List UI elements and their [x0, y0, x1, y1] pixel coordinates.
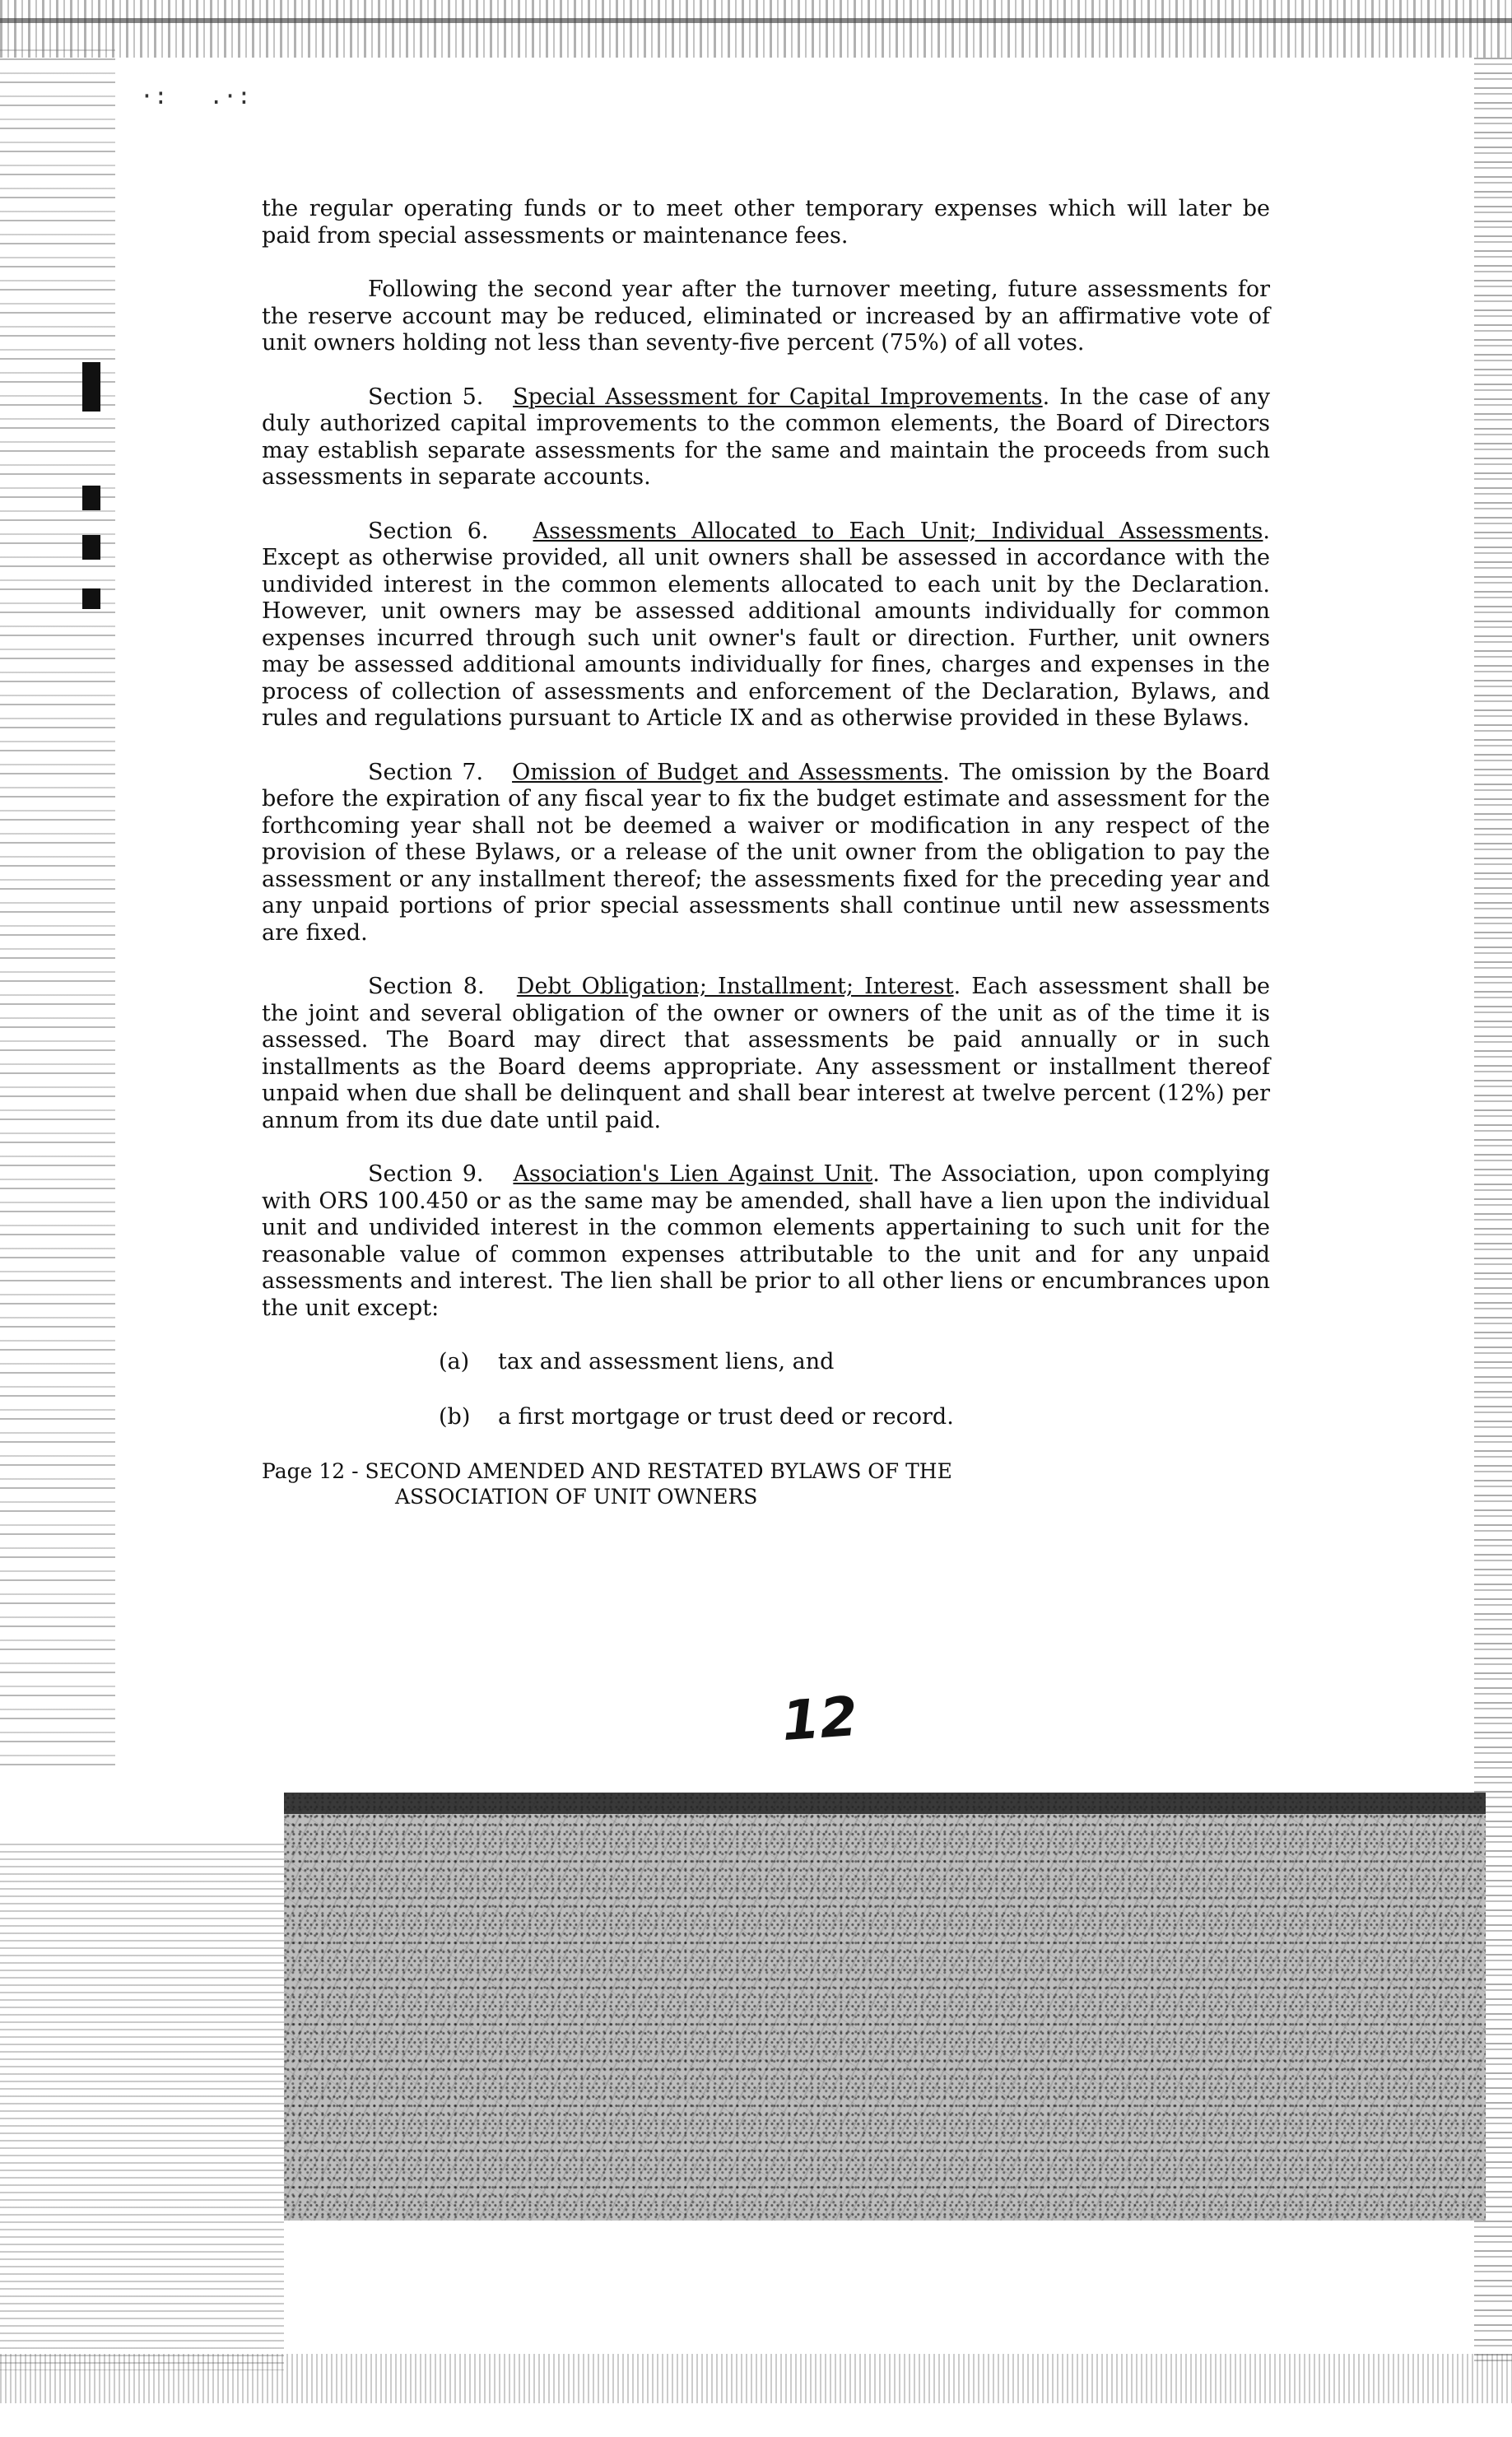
- list-item-b: [262, 1404, 1270, 1431]
- section-label: Section 9.: [368, 1161, 484, 1187]
- scan-noise-top: [0, 0, 1512, 58]
- scan-noise-footer: [0, 2354, 1512, 2403]
- section-label: Section 8.: [368, 974, 485, 999]
- scan-block-left-2: [82, 486, 100, 510]
- section-8: [262, 974, 1270, 1134]
- section-5: [262, 384, 1270, 491]
- list-label: (a): [439, 1349, 470, 1374]
- paragraph-reserve-assessments: Following the second year after the turnover meeting, future assessments for the reserve account may be reduced, eliminated or increased by an affirmative vote of unit owners holding not less than seventy-five percent (75%) of all votes.: [262, 277, 1270, 356]
- section-heading: Debt Obligation; Installment; Interest: [516, 974, 954, 999]
- scan-specks: ·: .·:: [140, 82, 251, 109]
- section-body: . In the case of any duly authorized capital improvements to the common elements, the Board of Directors may establish separate assessments for the same and maintain the proceeds from such assessments in separate accounts.: [262, 384, 1271, 490]
- scan-line-top: [0, 18, 1512, 23]
- section-9: [262, 1161, 1270, 1322]
- scan-band-bottom: [284, 1793, 1486, 1814]
- scan-noise-bottom: [284, 1793, 1486, 2221]
- scan-block-left-1: [82, 362, 100, 412]
- section-body: . Each assessment shall be the joint and several obligation of the owner or owners of the unit as of the time it is assessed. The Board may direct that assessments be paid annually or in such installments as the Board deems appropriate. Any assessment or installment thereof unpaid when due shall be delinquent and shall bear interest at twelve percent (12%) per annum from its due date until paid.: [262, 974, 1271, 1133]
- section-7: [262, 760, 1270, 947]
- list-text: tax and assessment liens, and: [498, 1349, 835, 1374]
- footer-line-2: ASSOCIATION OF UNIT OWNERS: [395, 1485, 758, 1509]
- footer-line-1: Page 12 - SECOND AMENDED AND RESTATED BYLAWS OF THE: [262, 1459, 952, 1483]
- scan-noise-bottom-left: [0, 1844, 284, 2370]
- section-heading: Omission of Budget and Assessments: [512, 759, 943, 785]
- section-heading: Assessments Allocated to Each Unit; Individual Assessments: [533, 518, 1263, 544]
- list-label: (b): [439, 1403, 471, 1430]
- paragraph-continuation: the regular operating funds or to meet other temporary expenses which will later be paid from special assessments or maintenance fees.: [262, 196, 1270, 249]
- page-footer: [262, 1458, 1270, 1509]
- list-text: a first mortgage or trust deed or record.: [498, 1403, 954, 1430]
- section-label: Section 5.: [368, 384, 484, 410]
- section-body: . The omission by the Board before the expiration of any fiscal year to fix the budget estimate and assessment for the forthcoming year shall not be deemed a waiver or modification in any respect of the provision of these Bylaws, or a release of the unit owner from the obligation to pay the assessment or any installment thereof; the assessments fixed for the preceding year and any unpaid portions of prior special assessments shall continue until new assessments are fixed.: [262, 759, 1271, 946]
- section-label: Section 7.: [368, 759, 484, 785]
- section-label: Section 6.: [368, 518, 489, 544]
- list-item-a: [262, 1349, 1270, 1376]
- section-body: . The Association, upon complying with ORS 100.450 or as the same may be amended, shall have a lien upon the individual unit and undivided interest in the common elements appertaining to such unit for the reasonable value of common expenses attributable to the unit and for any unpaid assessments and interest. The lien shall be prior to all other liens or encumbrances upon the unit except:: [262, 1161, 1270, 1321]
- section-heading: Association's Lien Against Unit: [513, 1161, 873, 1187]
- scan-block-left-3: [82, 535, 100, 560]
- handwritten-page-number: 12: [779, 1684, 860, 1754]
- document-page: [262, 196, 1270, 1509]
- section-body: . Except as otherwise provided, all unit owners shall be assessed in accordance with the undivided interest in the common elements allocated to each unit by the Declaration. However, unit owners may be assessed additional amounts individually for common expenses incurred through such unit owner's fault or direction. Further, unit owners may be assessed additional amounts individually for fines, charges and expenses in the process of collection of assessments and enforcement of the Declaration, Bylaws, and rules and regulations pursuant to Article IX and as otherwise provided in these Bylaws.: [262, 518, 1271, 731]
- scan-noise-left: [0, 49, 115, 1778]
- section-heading: Special Assessment for Capital Improvements: [513, 384, 1043, 410]
- scan-block-left-4: [82, 588, 100, 609]
- section-6: [262, 519, 1270, 732]
